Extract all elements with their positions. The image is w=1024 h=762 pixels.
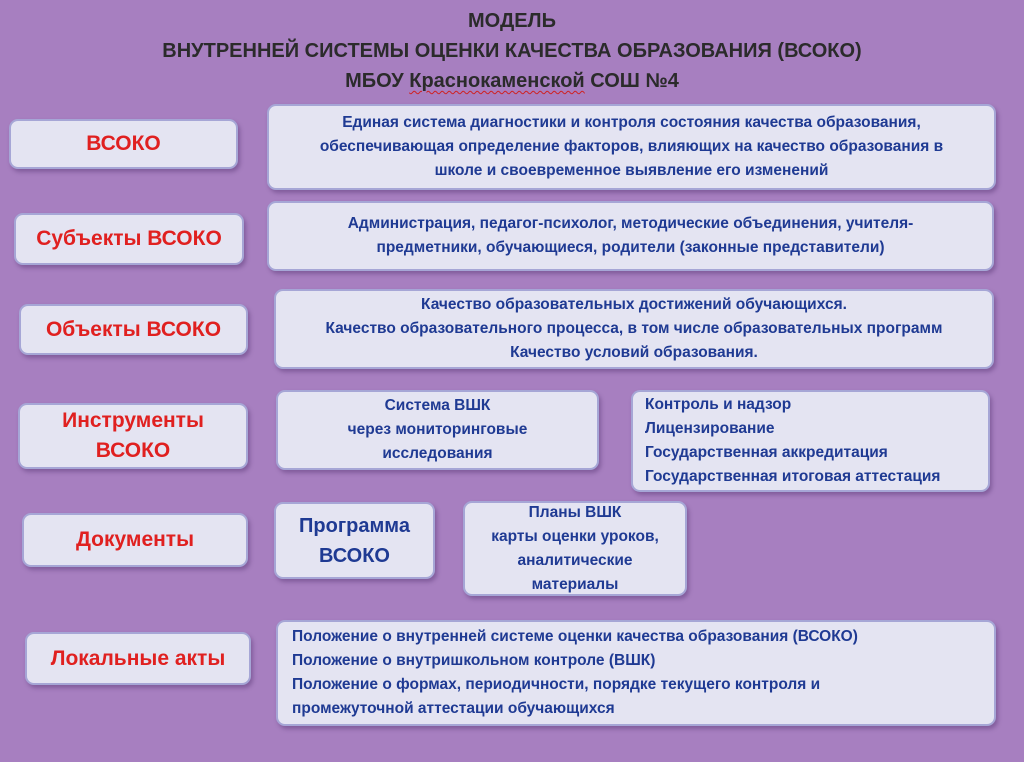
local-acts-label: Локальные акты	[50, 646, 226, 670]
subjects-content-box	[267, 201, 994, 271]
instruments-label-line: Инструменты	[62, 409, 204, 432]
page-title	[0, 6, 1024, 96]
title-suffix: СОШ №4	[584, 70, 679, 92]
objects-content-box	[274, 289, 994, 369]
title-prefix: МБОУ	[345, 70, 410, 92]
local-acts-content-line: промежуточной аттестации обучающихся	[292, 700, 615, 717]
title-line-1: МОДЕЛЬ	[468, 10, 556, 32]
vsoko-definition-box	[267, 104, 996, 190]
subjects-content-line: предметники, обучающиеся, родители (законные представители)	[376, 239, 885, 256]
objects-label-box	[19, 304, 248, 355]
vsoko-definition-line: школе и своевременное выявление его изменений	[434, 162, 829, 179]
documents-plans-line: аналитические	[517, 551, 633, 569]
instruments-label-line: ВСОКО	[95, 439, 171, 462]
documents-plans-box	[463, 501, 687, 596]
instruments-control-line: Лицензирование	[645, 420, 775, 437]
local-acts-label-box	[25, 632, 251, 685]
documents-plans-line: материалы	[531, 575, 619, 593]
vsoko-definition-line: Единая система диагностики и контроля состояния качества образования,	[342, 114, 921, 131]
local-acts-content-line: Положение о внутренней системе оценки качества образования (ВСОКО)	[292, 628, 858, 645]
local-acts-content-line: Положение о внутришкольном контроле (ВШК)	[292, 652, 656, 669]
objects-content-line: Качество условий образования.	[510, 344, 758, 361]
documents-program-line: Программа	[299, 514, 410, 537]
documents-label: Документы	[75, 528, 195, 551]
instruments-label-box	[18, 403, 248, 469]
instruments-control-line: Государственная итоговая аттестация	[645, 468, 941, 485]
documents-plans-line: карты оценки уроков,	[491, 527, 659, 545]
subjects-label-box	[14, 213, 244, 265]
vsoko-label-box	[9, 119, 238, 169]
title-line-2: ВНУТРЕННЕЙ СИСТЕМЫ ОЦЕНКИ КАЧЕСТВА ОБРАЗОВАНИЯ (ВСОКО)	[162, 40, 862, 62]
subjects-label: Субъекты ВСОКО	[36, 227, 222, 250]
instruments-vshk-line: через мониторинговые	[347, 421, 528, 438]
documents-label-box	[22, 513, 248, 567]
documents-plans-line: Планы ВШК	[528, 503, 622, 521]
instruments-vshk-box	[276, 390, 599, 470]
local-acts-content-line: Положение о формах, периодичности, порядке текущего контроля и	[292, 676, 821, 693]
objects-content-line: Качество образовательного процесса, в том числе образовательных программ	[325, 320, 943, 337]
local-acts-content-box	[276, 620, 996, 726]
objects-content-line: Качество образовательных достижений обучающихся.	[421, 296, 847, 313]
instruments-vshk-line: Система ВШК	[384, 397, 491, 414]
instruments-control-line: Контроль и надзор	[645, 396, 792, 413]
instruments-control-line: Государственная аккредитация	[645, 444, 888, 461]
instruments-control-box	[631, 390, 990, 492]
vsoko-definition-line: обеспечивающая определение факторов, влияющих на качество образования в	[319, 138, 944, 155]
title-school-name: Краснокаменской	[409, 70, 585, 92]
instruments-vshk-line: исследования	[382, 445, 493, 462]
vsoko-label: ВСОКО	[86, 132, 161, 155]
subjects-content-line: Администрация, педагог-психолог, методические объединения, учителя-	[347, 215, 914, 232]
title-line-3	[0, 66, 1024, 96]
documents-program-line: ВСОКО	[319, 544, 390, 567]
documents-program-box	[274, 502, 435, 579]
objects-label: Объекты ВСОКО	[45, 317, 222, 341]
